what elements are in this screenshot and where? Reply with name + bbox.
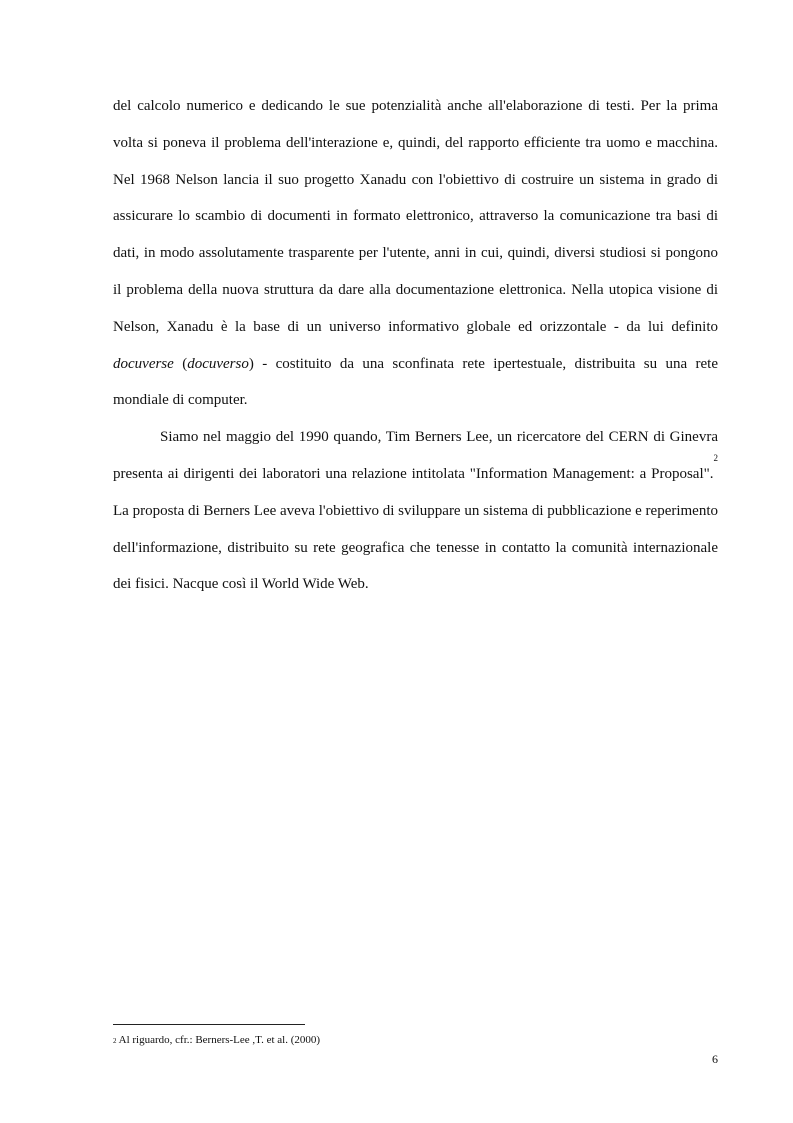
footnote-reference: 2: [713, 452, 718, 463]
term-docuverse: docuverse: [113, 355, 174, 372]
footnote: [113, 1033, 718, 1047]
paragraph-1-text-b: (: [173, 355, 188, 372]
page-number: 6: [712, 1052, 718, 1066]
paragraph-1: [113, 88, 718, 419]
term-docuverso: docuverso: [187, 355, 249, 372]
paragraph-1-text-c: ) - costituito da una sconfinata rete ipertestuale, distribuita su una rete mondiale di computer.: [113, 355, 718, 409]
paragraph-2: [113, 419, 718, 603]
footnote-text: Al riguardo, cfr.: Berners-Lee ,T. et al. (2000): [116, 1034, 321, 1046]
paragraph-2-text-a: Siamo nel maggio del 1990 quando, Tim Berners Lee, un ricercatore del CERN di Ginevra presenta ai dirigenti dei laboratori una relazione intitolata "Information Management: a Proposal".: [113, 429, 718, 482]
paragraph-1-text-a: del calcolo numerico e dedicando le sue potenzialità anche all'elaborazione di testi. Per la prima volta si poneva il problema dell'interazione e, quindi, del rapporto efficiente tra uomo e macchina. Nel 1968 Nelson lancia il suo progetto Xanadu con l'obiettivo di costruire un sistema in grado di assicurare lo scambio di documenti in formato elettronico, attraverso la comunicazione tra basi di dati, in modo assolutamente trasparente per l'utente, anni in cui, quindi, diversi studiosi si pongono il problema della nuova struttura da dare alla documentazione elettronica. Nella utopica visione di Nelson, Xanadu è la base di un universo informativo globale ed orizzontale - da lui definito: [113, 98, 718, 335]
footnote-separator: [113, 1024, 305, 1025]
footnote-marker: 2: [113, 1037, 117, 1045]
body-text: [113, 88, 718, 603]
paragraph-2-text-b: La proposta di Berners Lee aveva l'obiettivo di sviluppare un sistema di pubblicazione e reperimento dell'informazione, distribuito su rete geografica che tenesse in contatto la comunità internazionale dei fisici. Nacque così il World Wide Web.: [113, 502, 719, 593]
